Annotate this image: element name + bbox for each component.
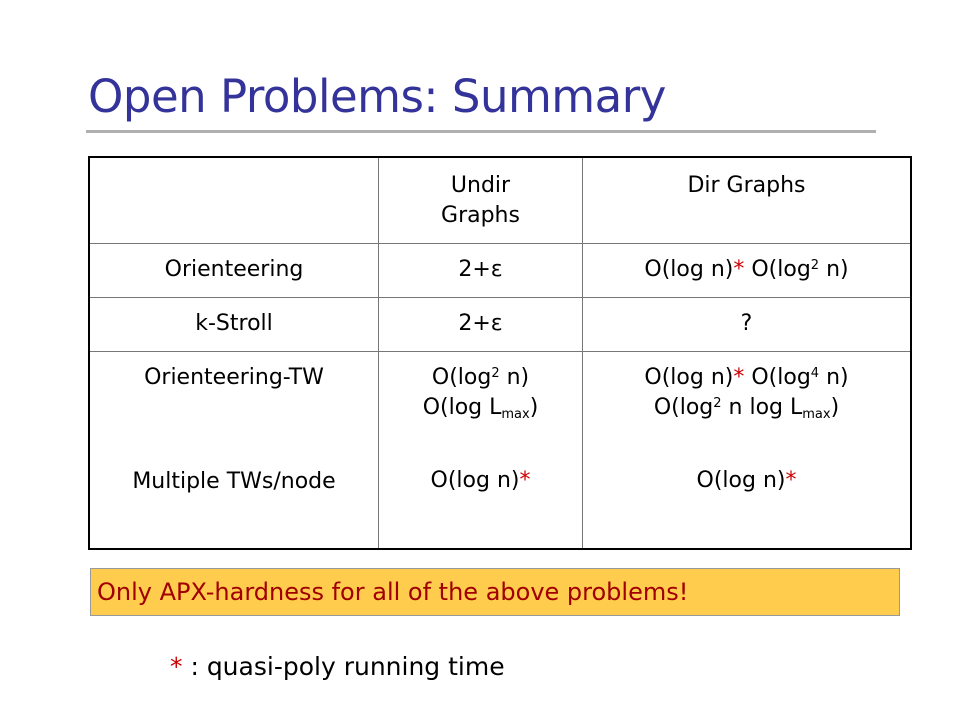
undir-cell: 2+ε: [379, 243, 583, 297]
apx-hardness-note: Only APX-hardness for all of the above problems!: [90, 568, 900, 616]
exponent: 2: [491, 365, 500, 381]
undir-line-2: O(log $L_{max}$): [422, 394, 539, 422]
subscript: max: [501, 406, 530, 422]
undir-cell: 2+ε: [379, 297, 583, 351]
header-cell-undir: [379, 157, 583, 243]
subscript: max: [802, 406, 831, 422]
dir-line-1: O(log n)* $O(\log^4$ n): [644, 364, 849, 390]
header-undir-line2: Graphs: [441, 203, 520, 228]
footnote: [170, 652, 505, 681]
title-divider: [86, 130, 876, 133]
exponent: 4: [810, 365, 820, 381]
dir-cell: [583, 351, 912, 549]
dir-cell: ?: [583, 297, 912, 351]
dir-bound-a: O(log n): [644, 257, 734, 282]
dir-line-3: O(log n)*: [696, 467, 797, 493]
problem-subname: Multiple TWs/node: [132, 468, 336, 494]
undir-line-1: $O(\log^2$ n): [431, 364, 530, 390]
dir-line-2: $O(\log^2$ n $\log L_{max}$): [653, 394, 840, 422]
table-row: [89, 297, 911, 351]
slide-title: Open Problems: Summary: [88, 70, 666, 123]
header-cell-empty: [89, 157, 379, 243]
table-header-row: [89, 157, 911, 243]
quasi-poly-star: *: [519, 467, 531, 493]
dir-cell: [583, 243, 912, 297]
exponent: 2: [810, 258, 820, 273]
dir-bound-b-end: n): [819, 257, 849, 282]
exponent: 2: [713, 395, 722, 411]
header-undir-line1: Undir: [450, 173, 511, 198]
quasi-poly-star: *: [733, 257, 745, 282]
footnote-text: : quasi-poly running time: [182, 652, 505, 681]
problem-name: Orienteering-TW: [144, 364, 324, 390]
quasi-poly-star: *: [785, 467, 797, 493]
table-row: [89, 243, 911, 297]
problem-cell: k-Stroll: [89, 297, 379, 351]
problem-cell: Orienteering: [89, 243, 379, 297]
problem-cell: [89, 351, 379, 549]
dir-bound-b: O(log: [744, 257, 811, 282]
summary-table: [88, 156, 912, 550]
header-cell-dir: Dir Graphs: [583, 157, 912, 243]
undir-cell: [379, 351, 583, 549]
quasi-poly-star: *: [733, 364, 745, 390]
undir-line-3: O(log n)*: [430, 467, 531, 493]
footnote-star: *: [170, 652, 183, 681]
table-row: [89, 351, 911, 549]
